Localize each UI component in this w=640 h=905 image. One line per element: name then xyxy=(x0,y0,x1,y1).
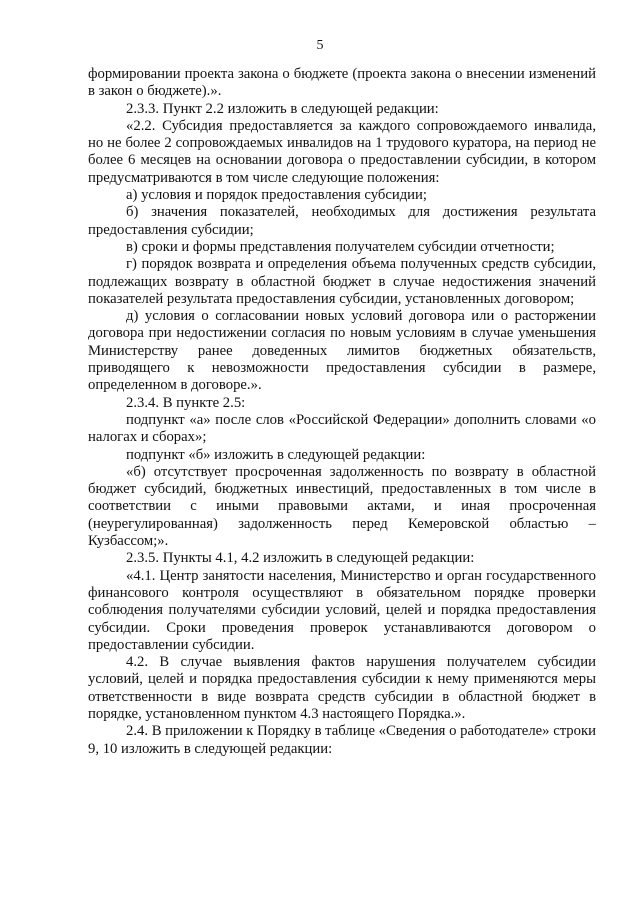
paragraph: г) порядок возврата и определения объема полученных средств субсидии, подлежащих возврату в областной бюджет в случае недостижения значений показателей результата предоставления субсидии, установленных договором; xyxy=(88,256,596,307)
paragraph: 4.2. В случае выявления фактов нарушения получателем субсидии условий, целей и порядка предоставления субсидии к нему применяются меры ответственности в виде возврата средств субсидии в областной бюджет в порядке, установленном пунктом 4.3 настоящего Порядка.». xyxy=(88,654,596,722)
paragraph: в) сроки и формы представления получателем субсидии отчетности; xyxy=(126,238,555,255)
paragraph: подпункт «а» после слов «Российской Федерации» дополнить словами «о налогах и сборах»; xyxy=(88,411,596,446)
document-body xyxy=(88,66,596,758)
paragraph: «2.2. Субсидия предоставляется за каждого сопровождаемого инвалида, но не более 2 сопровождаемых инвалидов на 1 трудового куратора, на период не более 6 месяцев на основании договора о предоставлении субсидии, в котором предусматриваются в том числе следующие положения: xyxy=(88,117,596,186)
paragraph: 2.3.3. Пункт 2.2 изложить в следующей редакции: xyxy=(126,100,439,117)
page-number: 5 xyxy=(316,38,324,53)
paragraph: «б) отсутствует просроченная задолженность по возврату в областной бюджет субсидий, бюджетных инвестиций, предоставленных в том числе в соответствии с иными правовыми актами, и иная просроченная (неурегулированная) задолженность перед Кемеровской областью – Кузбассом;». xyxy=(88,463,596,550)
paragraph: «4.1. Центр занятости населения, Министерство и орган государственного финансового контроля осуществляют в обязательном порядке проверки соблюдения получателями субсидии условий, целей и порядка предоставления субсидии. Сроки проведения проверок устанавливаются договором о предоставлении субсидии. xyxy=(88,567,596,653)
paragraph: формировании проекта закона о бюджете (проекта закона о внесении изменений в закон о бюджете).». xyxy=(88,66,596,100)
paragraph: д) условия о согласовании новых условий договора или о расторжении договора при недостижении согласия по новым условиям в случае уменьшения Министерству ранее доведенных лимитов бюджетных обязательств, приводящего к невозможности предоставления субсидии в размере, определенном в договоре.». xyxy=(88,308,596,394)
paragraph: 2.4. В приложении к Порядку в таблице «Сведения о работодателе» строки 9, 10 изложить в следующей редакции: xyxy=(88,723,596,757)
paragraph: 2.3.4. В пункте 2.5: xyxy=(126,394,246,411)
paragraph: подпункт «б» изложить в следующей редакции: xyxy=(126,446,426,463)
paragraph: а) условия и порядок предоставления субсидии; xyxy=(126,187,427,204)
paragraph: 2.3.5. Пункты 4.1, 4.2 изложить в следующей редакции: xyxy=(126,550,475,567)
paragraph: б) значения показателей, необходимых для достижения результата предоставления субсидии; xyxy=(88,204,596,238)
